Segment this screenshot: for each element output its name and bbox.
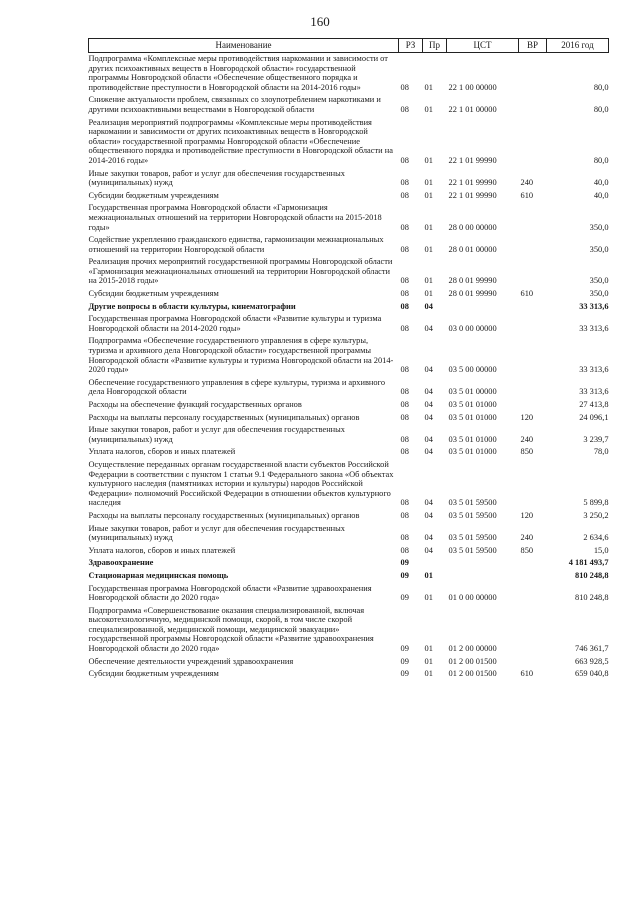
row-cst: 22 1 01 99990 <box>448 178 497 188</box>
row-name: Субсидии бюджетным учреждениям <box>88 190 219 200</box>
row-rz: 08 <box>400 533 409 543</box>
row-sum-2016: 33 313,6 <box>579 323 609 333</box>
row-sum-2016: 5 899,8 <box>583 498 609 508</box>
row-rz: 08 <box>400 498 409 508</box>
header-rz: РЗ <box>399 39 423 53</box>
row-cst: 03 5 01 01000 <box>448 412 497 422</box>
row-cst: 28 0 00 00000 <box>448 222 497 232</box>
row-cst: 03 5 01 59500 <box>448 533 497 543</box>
row-sum-2016: 33 313,6 <box>579 365 609 375</box>
row-cst: 03 5 01 01000 <box>448 447 497 457</box>
table-row <box>89 335 609 376</box>
row-name: Субсидии бюджетным учреждениям <box>88 289 219 299</box>
row-cst: 22 1 01 99990 <box>448 190 497 200</box>
row-sum-2016: 2 634,6 <box>583 533 609 543</box>
row-rz: 08 <box>400 104 409 114</box>
row-cst: 03 5 01 00000 <box>448 387 497 397</box>
row-name: Уплата налогов, сборов и иных платежей <box>88 545 236 555</box>
row-name: Другие вопросы в области культуры, кинематографии <box>88 301 296 311</box>
row-vr <box>519 377 547 399</box>
row-pr: 01 <box>424 276 433 286</box>
row-sum-2016: 27 413,8 <box>579 400 609 409</box>
row-name: Уплата налогов, сборов и иных платежей <box>88 447 236 457</box>
row-vr <box>519 583 547 605</box>
table-row <box>89 94 609 116</box>
row-cst: 28 0 01 00000 <box>448 244 497 254</box>
row-pr: 01 <box>424 178 433 188</box>
row-sum-2016: 3 250,2 <box>583 510 609 520</box>
row-sum-2016: 663 928,5 <box>575 656 609 666</box>
row-pr: 01 <box>424 244 433 254</box>
table-row <box>89 557 609 570</box>
row-rz: 08 <box>400 434 409 444</box>
table-row <box>89 202 609 234</box>
row-rz: 08 <box>400 387 409 397</box>
table-row <box>89 256 609 288</box>
row-sum-2016: 350,0 <box>589 289 609 299</box>
row-pr: 04 <box>424 387 433 397</box>
page-number: 160 <box>310 14 330 29</box>
row-vr <box>519 202 547 234</box>
row-cst: 22 1 00 00000 <box>448 82 497 92</box>
table-body <box>89 53 609 681</box>
row-rz: 08 <box>400 190 409 200</box>
row-name: Субсидии бюджетным учреждениям <box>88 669 219 679</box>
row-cst: 01 0 00 00000 <box>448 593 497 603</box>
row-rz: 09 <box>400 669 409 679</box>
row-name: Реализация мероприятий подпрограммы «Комплексные меры противодействия наркомании и зависимости от других психоактивных веществ в Новгородской области» государственной программы Новгородской области «Обеспечение общественного порядка и противодействие преступности в Новгородской области на 2014-2016 годы» <box>88 117 393 165</box>
row-cst: 03 5 01 59500 <box>448 545 497 555</box>
row-rz: 08 <box>400 244 409 254</box>
table-row <box>89 459 609 510</box>
row-sum-2016: 80,0 <box>593 82 609 92</box>
row-rz: 08 <box>400 510 409 520</box>
row-pr: 01 <box>424 289 433 299</box>
row-pr: 04 <box>424 400 433 409</box>
row-pr: 04 <box>424 545 433 555</box>
row-vr <box>519 557 547 570</box>
row-pr: 01 <box>424 656 433 666</box>
row-name: Содействие укреплению гражданского единства, гармонизации межнациональных отношений на территории Новгородской области <box>88 235 384 254</box>
row-vr <box>519 234 547 256</box>
row-sum-2016: 80,0 <box>593 104 609 114</box>
table-row <box>89 190 609 203</box>
header-name: Наименование <box>89 39 399 53</box>
row-vr: 610 <box>520 190 534 200</box>
row-sum-2016: 33 313,6 <box>579 301 609 311</box>
row-vr <box>519 256 547 288</box>
row-pr: 01 <box>424 104 433 114</box>
table-header-row <box>89 39 609 53</box>
row-sum-2016: 80,0 <box>593 155 609 165</box>
row-rz: 08 <box>400 178 409 188</box>
row-vr <box>519 301 547 314</box>
row-rz: 08 <box>400 323 409 333</box>
row-name: Государственная программа Новгородской области «Развитие культуры и туризма Новгородской области на 2014-2020 годы» <box>88 314 382 333</box>
row-pr: 04 <box>424 323 433 333</box>
table-row <box>89 523 609 545</box>
row-pr: 01 <box>424 222 433 232</box>
row-cst: 03 0 00 00000 <box>448 323 497 333</box>
row-name: Иные закупки товаров, работ и услуг для обеспечения государственных (муниципальных) нужд <box>88 523 345 543</box>
row-cst <box>447 557 519 570</box>
table-row <box>89 583 609 605</box>
row-cst: 01 2 00 01500 <box>448 669 497 679</box>
row-pr: 04 <box>424 365 433 375</box>
row-pr: 04 <box>424 533 433 543</box>
row-cst <box>447 301 519 314</box>
row-cst: 03 5 01 01000 <box>448 434 497 444</box>
row-cst: 28 0 01 99990 <box>448 289 497 299</box>
row-vr <box>519 94 547 116</box>
row-cst: 03 5 01 01000 <box>448 400 497 409</box>
row-vr <box>519 117 547 168</box>
row-vr <box>519 53 547 95</box>
header-sum-2016: 2016 год <box>547 39 609 53</box>
row-vr: 120 <box>520 412 534 422</box>
table-row <box>89 288 609 301</box>
row-vr <box>519 399 547 412</box>
row-cst: 22 1 01 99990 <box>448 155 497 165</box>
row-pr <box>423 557 447 570</box>
row-rz: 09 <box>400 656 409 666</box>
row-sum-2016: 810 248,8 <box>575 593 609 603</box>
row-sum-2016: 746 361,7 <box>575 644 609 654</box>
row-name: Снижение актуальности проблем, связанных со злоупотреблением наркотиками и другими психоактивными веществами в Новгородской области <box>88 95 381 114</box>
row-sum-2016: 24 096,1 <box>579 412 609 422</box>
row-name: Подпрограмма «Обеспечение государственного управления в сфере культуры, туризма и архивного дела Новгородской области» государственной программы Новгородской области «Развитие культуры и туризма Новгородской области на 2014-2020 годы» <box>88 336 394 375</box>
row-pr: 04 <box>424 510 433 520</box>
row-vr: 240 <box>520 178 534 188</box>
row-name: Обеспечение деятельности учреждений здравоохранения <box>88 656 294 666</box>
row-cst: 01 2 00 00000 <box>448 644 497 654</box>
table-row <box>89 424 609 446</box>
row-vr: 850 <box>520 447 534 457</box>
row-cst: 03 5 01 59500 <box>448 510 497 520</box>
row-sum-2016: 4 181 493,7 <box>568 558 609 568</box>
row-sum-2016: 810 248,8 <box>575 570 609 580</box>
table-row <box>89 412 609 425</box>
row-vr <box>519 570 547 583</box>
row-vr: 610 <box>520 669 534 679</box>
row-name: Обеспечение государственного управления в сфере культуры, туризма и архивного дела Новгородской области <box>88 377 386 397</box>
row-sum-2016: 78,0 <box>593 447 609 457</box>
table-row <box>89 234 609 256</box>
row-sum-2016: 33 313,6 <box>579 387 609 397</box>
row-cst: 01 2 00 01500 <box>448 656 497 666</box>
row-sum-2016: 15,0 <box>593 545 609 555</box>
row-rz: 08 <box>400 365 409 375</box>
row-name: Здравоохранение <box>88 558 154 568</box>
table-row <box>89 605 609 656</box>
row-rz: 08 <box>400 400 409 409</box>
table-row <box>89 168 609 190</box>
row-pr: 04 <box>424 412 433 422</box>
table-row <box>89 656 609 669</box>
row-vr <box>519 605 547 656</box>
row-rz: 08 <box>400 155 409 165</box>
row-pr: 04 <box>424 434 433 444</box>
row-sum-2016: 659 040,8 <box>575 669 609 679</box>
row-rz: 09 <box>400 593 409 603</box>
row-sum-2016: 350,0 <box>589 276 609 286</box>
row-sum-2016: 40,0 <box>593 190 609 200</box>
row-cst: 22 1 01 00000 <box>448 104 497 114</box>
row-name: Расходы на обеспечение функций государственных органов <box>88 400 302 409</box>
budget-table <box>88 38 609 681</box>
row-name: Подпрограмма «Совершенствование оказания специализированной, включая высокотехнологичную, медицинской помощи, скорой, в том числе скорой специализированной, медицинской помощи, медицинской эвакуации» государственной программы Новгородской области «Развитие здравоохранения Новгородской области до 2020 года» <box>88 605 374 654</box>
table-row <box>89 668 609 681</box>
row-name: Расходы на выплаты персоналу государственных (муниципальных) органов <box>88 510 360 520</box>
row-rz: 08 <box>400 301 409 311</box>
row-rz: 08 <box>400 447 409 457</box>
row-cst: 03 5 01 59500 <box>448 498 497 508</box>
row-name: Осуществление переданных органам государственной власти субъектов Российской Федерации в соответствии с пунктом 1 статьи 9.1 Федерального закона «Об объектах культурного наследия (памятниках истории и культуры) народов Российской Федерации» полномочий Российской Федерации в отношении объектов культурного наследия <box>88 459 394 508</box>
row-vr: 610 <box>520 289 534 299</box>
row-name: Иные закупки товаров, работ и услуг для обеспечения государственных (муниципальных) нужд <box>88 168 345 188</box>
table-row <box>89 377 609 399</box>
row-pr: 01 <box>424 644 433 654</box>
row-rz: 09 <box>400 558 409 568</box>
row-vr: 240 <box>520 533 534 543</box>
row-vr <box>519 335 547 376</box>
table-row <box>89 117 609 168</box>
row-name: Государственная программа Новгородской области «Гармонизация межнациональных отношений на территории Новгородской области на 2015-2018 годы» <box>88 203 382 232</box>
row-name: Расходы на выплаты персоналу государственных (муниципальных) органов <box>88 412 360 422</box>
header-vr: ВР <box>519 39 547 53</box>
row-pr: 04 <box>424 447 433 457</box>
row-vr: 120 <box>520 510 534 520</box>
table-row <box>89 545 609 558</box>
row-rz: 08 <box>400 82 409 92</box>
row-name: Иные закупки товаров, работ и услуг для обеспечения государственных (муниципальных) нужд <box>88 425 345 444</box>
table-row <box>89 313 609 335</box>
row-name: Реализация прочих мероприятий государственной программы Новгородской области «Гармонизация межнациональных отношений на территории Новгородской области на 2015-2018 годы» <box>88 257 393 286</box>
row-pr: 01 <box>424 155 433 165</box>
row-rz: 08 <box>400 276 409 286</box>
row-pr: 01 <box>424 190 433 200</box>
row-cst: 28 0 01 99990 <box>448 276 497 286</box>
row-vr: 850 <box>520 545 534 555</box>
row-rz: 09 <box>400 644 409 654</box>
row-pr: 01 <box>424 570 433 580</box>
row-rz: 08 <box>400 412 409 422</box>
table-row <box>89 53 609 95</box>
table-row <box>89 399 609 412</box>
table-row <box>89 446 609 459</box>
row-cst: 03 5 00 00000 <box>448 365 497 375</box>
table-row <box>89 510 609 523</box>
row-vr <box>519 459 547 510</box>
row-rz: 08 <box>400 289 409 299</box>
row-name: Государственная программа Новгородской области «Развитие здравоохранения Новгородской области до 2020 года» <box>88 583 372 603</box>
row-rz: 08 <box>400 545 409 555</box>
row-name: Стационарная медицинская помощь <box>88 570 229 580</box>
table-row <box>89 301 609 314</box>
row-cst <box>447 570 519 583</box>
row-rz: 09 <box>400 570 409 580</box>
row-pr: 04 <box>424 301 433 311</box>
row-rz: 08 <box>400 222 409 232</box>
row-sum-2016: 40,0 <box>593 178 609 188</box>
header-cst: ЦСТ <box>447 39 519 53</box>
row-name: Подпрограмма «Комплексные меры противодействия наркомании и зависимости от других психоактивных веществ в Новгородской области» государственной программы Новгородской области «Обеспечение общественного порядка и противодействие преступности в Новгородской области на 2014-2016 годы» <box>88 54 388 92</box>
row-sum-2016: 350,0 <box>589 222 609 232</box>
row-vr: 240 <box>520 434 534 444</box>
row-pr: 01 <box>424 669 433 679</box>
row-pr: 01 <box>424 82 433 92</box>
row-sum-2016: 350,0 <box>589 244 609 254</box>
table-row <box>89 570 609 583</box>
row-pr: 04 <box>424 498 433 508</box>
row-sum-2016: 3 239,7 <box>583 434 609 444</box>
row-pr: 01 <box>424 593 433 603</box>
row-vr <box>519 656 547 669</box>
row-vr <box>519 313 547 335</box>
header-pr: Пр <box>423 39 447 53</box>
